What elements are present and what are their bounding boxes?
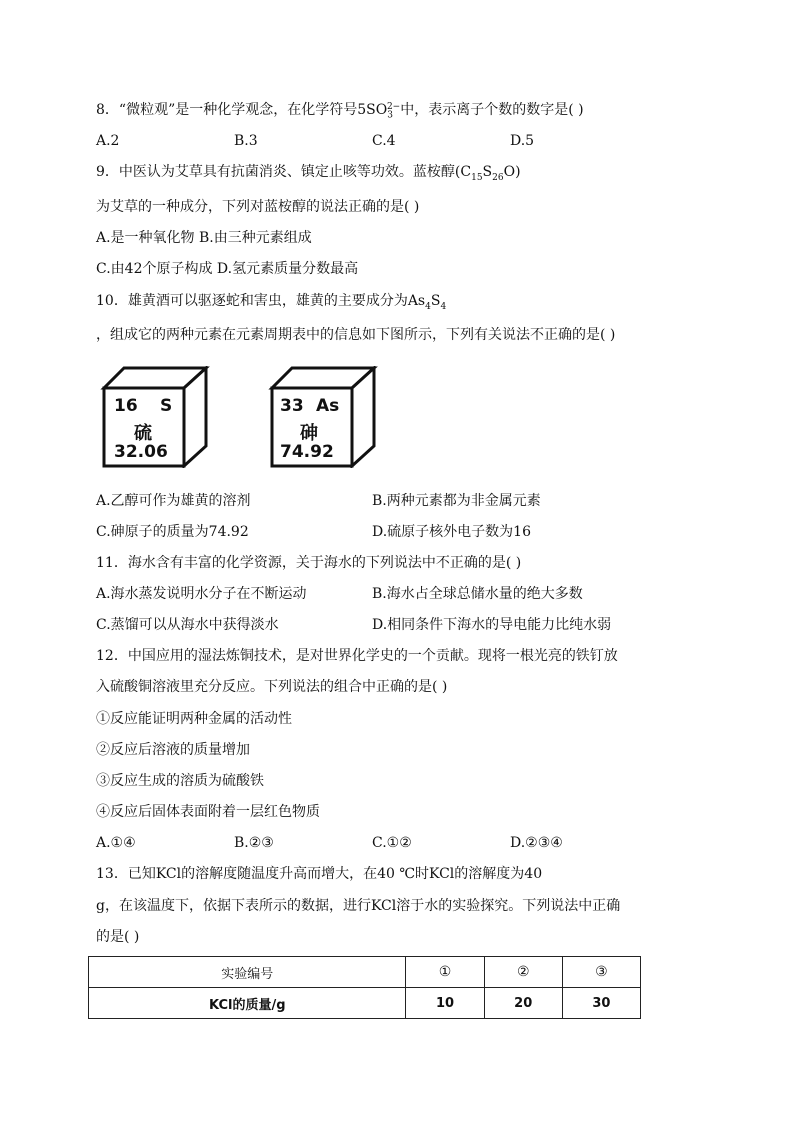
q12-stem-line2: 入硫酸铜溶液里充分反应。下列说法的组合中正确的是( ) (96, 679, 448, 695)
q9-options-ab: A.是一种氧化物 B.由三种元素组成 (96, 230, 312, 246)
element-symbol: S (160, 396, 173, 416)
element-name: 硫 (134, 423, 152, 444)
q10-sub-as: 4 (425, 301, 431, 312)
table-row (89, 957, 641, 988)
q9-options-cd: C.由42个原子构成 D.氢元素质量分数最高 (96, 261, 359, 277)
q10-sub-s: 4 (440, 301, 447, 312)
q10-mid: S (430, 293, 441, 309)
q11-option-c: C.蒸馏可以从海水中获得淡水 (96, 617, 279, 633)
q8-option-c: C.4 (372, 133, 396, 149)
q8-option-d: D.5 (510, 133, 535, 149)
element-name: 砷 (300, 423, 318, 444)
q10-stem-line2: ，组成它的两种元素在元素周期表中的信息如下图所示，下列有关说法不正确的是( ) (96, 327, 616, 343)
q8-stem (96, 100, 584, 121)
q12-statement-1: ①反应能证明两种金属的活动性 (96, 711, 292, 727)
q10-option-d: D.硫原子核外电子数为16 (372, 524, 531, 540)
element-number: 33 (280, 396, 304, 416)
q9-mid: S (482, 164, 493, 180)
q10-option-b: B.两种元素都为非金属元素 (372, 493, 541, 509)
q8-option-a: A.2 (96, 133, 120, 149)
table-cell: KCl的质量/g (89, 988, 406, 1019)
table-header-cell: ① (406, 957, 484, 988)
q9-sub-c: 15 (471, 172, 483, 183)
table-header-cell: ② (484, 957, 562, 988)
q10-option-c: C.砷原子的质量为74.92 (96, 524, 249, 540)
q8-sub: 3 (387, 110, 393, 121)
q12-statement-3: ③反应生成的溶质为硫酸铁 (96, 773, 264, 789)
element-symbol: As (316, 396, 340, 416)
table-cell: 10 (406, 988, 484, 1019)
table-header-cell: ③ (562, 957, 640, 988)
q11-option-b: B.海水占全球总储水量的绝大多数 (372, 586, 583, 602)
element-card-sulfur (100, 366, 212, 468)
q9-stem-line2: 为艾草的一种成分，下列对蓝桉醇的说法正确的是( ) (96, 199, 420, 215)
q12-option-c: C.①② (372, 835, 412, 851)
q12-option-a: A.①④ (96, 835, 136, 851)
q13-stem-line1: 13．已知KCl的溶解度随温度升高而增大，在40 ℃时KCl的溶解度为40 (96, 866, 543, 882)
q10-stem (96, 291, 446, 311)
q9-sub-s: 26 (492, 172, 504, 183)
q13-stem-line3: 的是( ) (96, 929, 140, 945)
table-header-cell: 实验编号 (89, 957, 406, 988)
q11-option-a: A.海水蒸发说明水分子在不断运动 (96, 586, 307, 602)
q12-stem-line1: 12．中国应用的湿法炼铜技术，是对世界化学史的一个贡献。现将一根光亮的铁钉放 (96, 648, 618, 664)
element-mass: 32.06 (114, 442, 168, 462)
table-cell: 30 (562, 988, 640, 1019)
q12-option-b: B.②③ (234, 835, 274, 851)
q10-option-a: A.乙醇可作为雄黄的溶剂 (96, 493, 251, 509)
element-mass: 74.92 (280, 442, 334, 462)
q9-stem-end: O) (503, 164, 521, 180)
q8-option-b: B.3 (234, 133, 258, 149)
q10-stem-a: 10．雄黄酒可以驱逐蛇和害虫，雄黄的主要成分为As (96, 293, 426, 309)
q9-stem (96, 162, 521, 182)
table-row (89, 988, 641, 1019)
element-number: 16 (114, 396, 138, 416)
q9-stem-a: 9．中医认为艾草具有抗菌消炎、镇定止咳等功效。蓝桉醇(C (96, 164, 472, 180)
table-cell: 20 (484, 988, 562, 1019)
q12-statement-2: ②反应后溶液的质量增加 (96, 742, 250, 758)
q8-stem-a: 8．“微粒观”是一种化学观念，在化学符号5SO (96, 102, 388, 118)
element-card-arsenic (268, 366, 380, 468)
q13-data-table (88, 956, 641, 1019)
q12-option-d: D.②③④ (510, 835, 563, 851)
q11-stem: 11．海水含有丰富的化学资源，关于海水的下列说法中不正确的是( ) (96, 555, 522, 571)
q11-option-d: D.相同条件下海水的导电能力比纯水弱 (372, 617, 612, 633)
q12-statement-4: ④反应后固体表面附着一层红色物质 (96, 804, 320, 820)
q8-stem-b: 中，表示离子个数的数字是( ) (400, 102, 584, 118)
q8-sup: 2− (386, 101, 401, 112)
q13-stem-line2: g，在该温度下，依据下表所示的数据，进行KCl溶于水的实验探究。下列说法中正确 (96, 898, 621, 914)
